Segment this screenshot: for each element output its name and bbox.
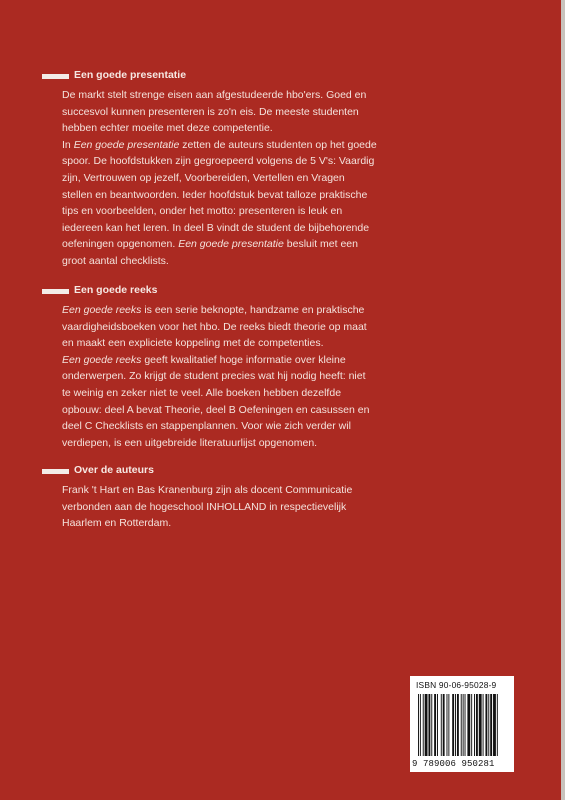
barcode-icon bbox=[416, 694, 508, 758]
section-heading: Een goede presentatie bbox=[74, 69, 187, 81]
body-line: hebben echter moeite met deze competentie. bbox=[62, 122, 273, 135]
body-line: succesvol kunnen presenteren is zo'n eis. De meeste studenten bbox=[62, 105, 359, 118]
isbn-barcode bbox=[410, 676, 514, 772]
heading-bar bbox=[42, 289, 69, 294]
barcode-bar bbox=[425, 694, 428, 756]
body-line: verbonden aan de hogeschool INHOLLAND in respectievelijk bbox=[62, 500, 347, 513]
barcode-bar bbox=[463, 694, 464, 756]
body-line: iedereen kan het leren. In deel B vindt de student de bijbehorende bbox=[62, 221, 370, 234]
barcode-bar bbox=[452, 694, 454, 756]
section-heading-row bbox=[48, 464, 472, 482]
barcode-bar bbox=[418, 694, 419, 756]
body-line: zijn, Vertrouwen op jezelf, Voorbereiden, Vertellen en Vragen bbox=[62, 171, 345, 184]
body-line: verdiepen, is een uitgebreide literatuurlijst opgenomen. bbox=[62, 436, 318, 449]
barcode-bar bbox=[441, 694, 442, 756]
barcode-bar bbox=[431, 694, 432, 756]
section-heading-row bbox=[48, 69, 472, 87]
body-line: en maakt een expliciete koppeling met de competenties. bbox=[62, 337, 324, 350]
barcode-bar bbox=[420, 694, 421, 756]
body-line: spoor. De hoofdstukken zijn gegroepeerd volgens de 5 V's: Vaardig bbox=[62, 155, 375, 168]
section-heading: Over de auteurs bbox=[74, 464, 154, 476]
barcode-bar bbox=[471, 694, 472, 756]
barcode-bar bbox=[443, 694, 445, 756]
section-heading: Een goede reeks bbox=[74, 284, 158, 296]
barcode-bar bbox=[437, 694, 438, 756]
barcode-bar bbox=[485, 694, 487, 756]
section-heading-row bbox=[48, 284, 472, 302]
isbn-label: ISBN 90-06-95028-9 bbox=[416, 680, 497, 690]
body-line: te weinig en zeker niet te veel. Alle boeken hebben dezelfde bbox=[62, 386, 342, 399]
body-line: Een goede reeks is een serie beknopte, handzame en praktische bbox=[62, 304, 365, 316]
section-series bbox=[62, 284, 472, 451]
barcode-bar bbox=[434, 694, 436, 756]
barcode-bar bbox=[483, 694, 484, 756]
body-line: Een goede reeks geeft kwalitatief hoge informatie over kleine bbox=[62, 353, 346, 366]
body-line: In Een goede presentatie zetten de auteurs studenten op het goede bbox=[62, 138, 377, 151]
body-line: groot aantal checklists. bbox=[62, 254, 169, 267]
barcode-bar bbox=[465, 694, 466, 756]
body-line: tips en voorbeelden, onder het motto: presenteren is leuk en bbox=[62, 205, 343, 218]
body-line: oefeningen opgenomen. Een goede presentatie besluit met een bbox=[62, 238, 358, 251]
heading-bar bbox=[42, 74, 69, 79]
section-presentation bbox=[62, 69, 472, 270]
barcode-bar bbox=[455, 694, 456, 756]
body-line: Haarlem en Rotterdam. bbox=[62, 517, 172, 530]
barcode-bar bbox=[461, 694, 462, 756]
body-line: deel C Checklists en stappenplannen. Voor wie zich verder wil bbox=[62, 420, 351, 433]
barcode-number: 9 789006 950281 bbox=[412, 759, 495, 769]
barcode-bar bbox=[423, 694, 424, 756]
barcode-bar bbox=[497, 694, 498, 756]
barcode-bar bbox=[479, 694, 482, 756]
barcode-bar bbox=[490, 694, 492, 756]
body-line: stellen en beantwoorden. Ieder hoofdstuk bevat talloze praktische bbox=[62, 188, 368, 201]
barcode-bar bbox=[428, 694, 430, 756]
barcode-bar bbox=[448, 694, 449, 756]
barcode-bar bbox=[476, 694, 478, 756]
barcode-bar bbox=[493, 694, 496, 756]
heading-bar bbox=[42, 469, 69, 474]
barcode-bar bbox=[488, 694, 489, 756]
body-line: vaardigheidsboeken voor het hbo. De reeks biedt theorie op maat bbox=[62, 320, 367, 333]
barcode-bar bbox=[474, 694, 475, 756]
page-edge bbox=[561, 0, 565, 800]
body-line: opbouw: deel A bevat Theorie, deel B Oefeningen en casussen en bbox=[62, 403, 370, 416]
barcode-bar bbox=[457, 694, 459, 756]
barcode-bar bbox=[447, 694, 448, 756]
body-line: Frank 't Hart en Bas Kranenburg zijn als docent Communicatie bbox=[62, 484, 353, 496]
section-authors bbox=[62, 464, 472, 532]
body-line: onderwerpen. Zo krijgt de student precies wat hij nodig heeft: niet bbox=[62, 370, 366, 383]
barcode-bar bbox=[467, 694, 470, 756]
body-line: De markt stelt strenge eisen aan afgestudeerde hbo'ers. Goed en bbox=[62, 89, 367, 101]
